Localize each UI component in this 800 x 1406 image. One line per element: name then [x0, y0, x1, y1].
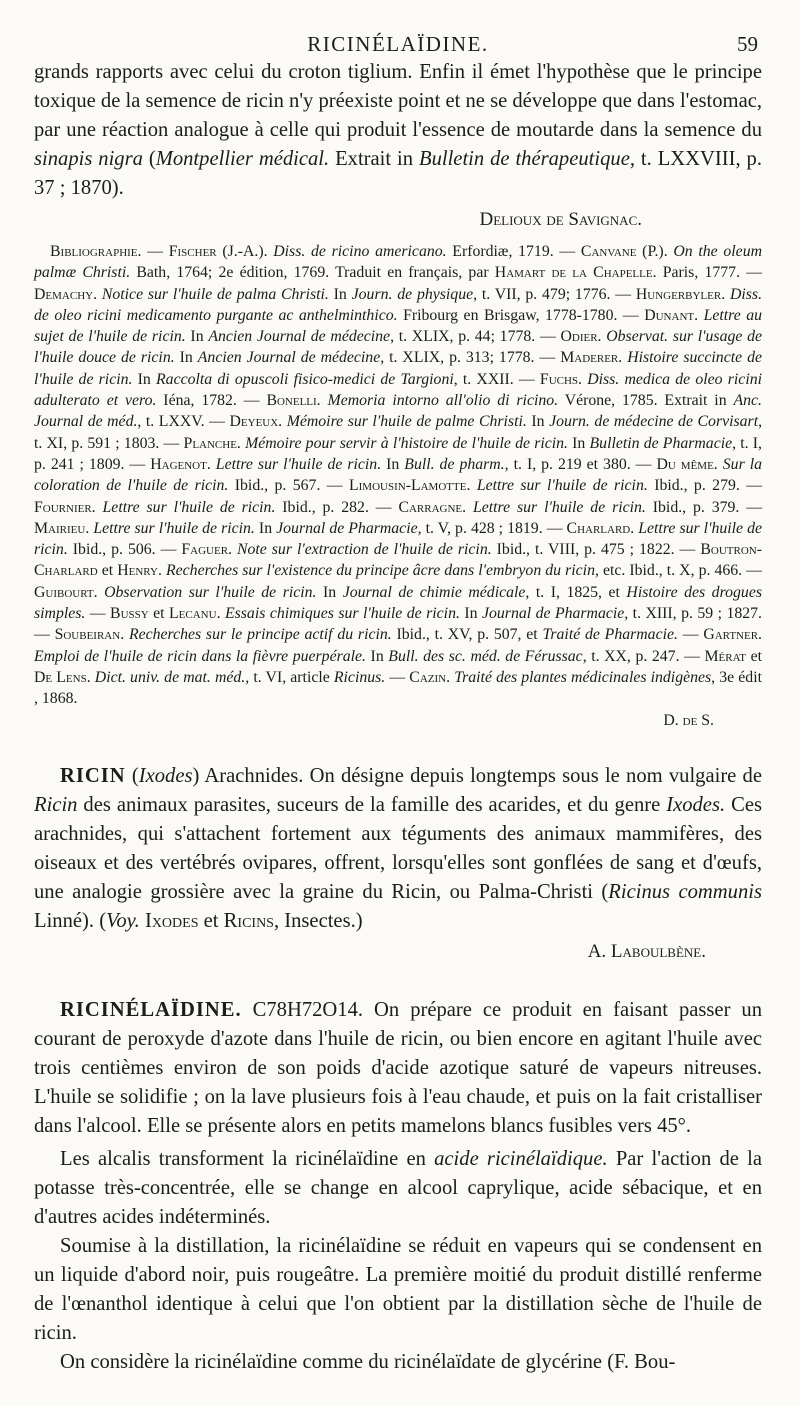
bib-text: et: [97, 562, 118, 580]
bib-text: Vérone, 1785. Extrait in: [558, 392, 734, 410]
running-header: [34, 28, 762, 58]
bib-author: Hungerbyler.: [635, 285, 726, 303]
bib-author: Fuchs.: [539, 370, 582, 388]
bib-title: Ancien Journal de médecine: [208, 328, 391, 346]
text-run: grands rapports avec celui du croton tiglium. Enfin il émet l'hypothèse que le principe toxique de la semence de ricin n'y préexiste point et ne se développe que dans l'estomac, par une réaction analogue à celle qui produit l'essence de moutarde dans la semence du: [34, 61, 762, 141]
bib-text: , t. XLIX, p. 44; 1778. —: [390, 328, 561, 346]
bib-text: Ibid., t. XV, p. 507, et: [391, 626, 543, 644]
bibliography-label: Bibliographie.: [50, 243, 142, 260]
entry-ricin: [34, 762, 762, 966]
entry-ricinelaidine: [34, 996, 762, 1377]
text-run: Soumise à la distillation, la ricinélaïdine se réduit en vapeurs qui se condensent en un liquide d'abord noir, puis rougeâtre. La première moitié du produit distillé renferme de l'œnanthol identique à celui que l'on obtient par la distillation sèche de l'huile de ricin.: [34, 1234, 762, 1344]
bib-text: In: [174, 349, 198, 367]
bib-title: Journal de chimie médicale: [342, 583, 526, 601]
italic-run: Montpellier médical.: [155, 148, 330, 170]
bib-title: Bull. des sc. méd. de Férussac: [388, 647, 583, 665]
page-number: 59: [737, 32, 758, 56]
bib-title: Observation sur l'huile de ricin.: [104, 583, 317, 601]
bib-text: , t. VII, p. 479; 1776. —: [473, 285, 636, 303]
bib-text: , 3e édit , 1868.: [34, 668, 762, 708]
running-title: RICINÉLAÏDINE.: [307, 32, 489, 56]
bib-text: , t. XI, p. 591 ; 1803. —: [34, 413, 763, 452]
intro-paragraph: [34, 58, 762, 203]
bib-text: , t. XIII, p. 59 ; 1827. —: [34, 605, 762, 644]
bib-text: , t. LXXV. —: [137, 413, 230, 431]
bib-title: Journal de Pharmacie: [482, 605, 625, 623]
text-run: On considère la ricinélaïdine comme du ricinélaïdate de glycérine (F. Bou-: [60, 1350, 676, 1373]
bib-title: Lettre sur l'huile de ricin.: [472, 498, 646, 516]
bib-text: In: [526, 413, 550, 431]
bib-title: Histoire succincte de l'huile de ricin.: [34, 349, 762, 388]
bib-title: Memoria intorno all'olio di ricino.: [327, 392, 559, 410]
italic-run: Voy.: [106, 909, 140, 932]
bib-text: [96, 499, 103, 516]
text-run: Par l'action de la potasse très-concentrée, elle se change en alcool caprylique, acide sébacique, et en d'autres acides indéterminés.: [34, 1147, 762, 1228]
bib-text: —: [85, 605, 111, 623]
entry-headword: RICINÉLAÏDINE.: [60, 998, 242, 1021]
text-run: (: [142, 148, 156, 170]
bib-author: Deyeux.: [229, 413, 283, 431]
bib-author: Faguer.: [181, 541, 232, 559]
bib-author: Cazin.: [409, 668, 451, 686]
bib-title: Emploi de l'huile de ricin dans la fièvre puerpérale.: [34, 647, 366, 665]
bibliography: [34, 241, 762, 710]
bib-title: Lettre sur l'huile de ricin.: [102, 498, 276, 516]
italic-run: Ricinus communis: [608, 880, 763, 903]
text-run: ) Arachnides. On désigne depuis longtemps sous le nom vulgaire de: [192, 764, 762, 787]
entry-paragraph: [34, 1232, 762, 1348]
entry-paragraph: [34, 996, 762, 1141]
bib-text: et: [148, 605, 170, 623]
bib-title: Mémoire pour servir à l'histoire de l'huile de ricin.: [245, 434, 568, 452]
entry-paragraph: [34, 1348, 762, 1377]
bib-text: , t. I, p. 241 ; 1809. —: [34, 434, 762, 473]
small-caps-run: Ixodes: [144, 909, 199, 932]
bib-title: Journal de Pharmacie: [276, 519, 418, 537]
bib-text: , t. I, 1825, et: [525, 583, 627, 601]
bib-text: In: [459, 605, 482, 623]
bib-title: Lettre sur l'huile de ricin.: [476, 477, 648, 495]
bib-text: In: [365, 647, 389, 665]
bib-title: Note sur l'extraction de l'huile de ricin.: [236, 541, 492, 559]
bib-title: Diss. de oleo ricini medicamento purgante ac anthelminthico.: [34, 285, 763, 324]
bib-author: Dunant.: [644, 306, 699, 324]
bib-title: Ancien Journal de médecine: [197, 349, 381, 367]
bib-author: Guibourt.: [34, 583, 98, 601]
bib-text: In: [132, 370, 157, 388]
bib-title: Recherches sur le principe actif du ricin.: [128, 626, 392, 644]
bib-title: Raccolta di opuscoli fisico-medici de Targioni: [156, 370, 454, 388]
bib-text: In: [381, 455, 405, 473]
bib-author: Charlard.: [566, 519, 635, 537]
bib-text: In: [185, 328, 209, 346]
bib-author: Hamart de la Chapelle.: [494, 264, 657, 282]
bib-text: et: [746, 647, 762, 665]
text-run: On prépare ce produit en faisant passer un courant de peroxyde d'azote dans l'huile de ricin, ou bien encore en agitant l'huile avec trois centièmes environ de son poids d'acide azotique saturé de vapeurs nitreuses. L'huile se solidifie ; on la lave plusieurs fois à l'eau chaude, et puis on la fait cristalliser dans l'alcool. Elle se présente alors en petits mamelons blancs fusibles vers 45°.: [34, 998, 763, 1137]
bib-author: Gartner.: [703, 626, 763, 644]
bib-title: Histoire des drogues simples.: [34, 583, 762, 623]
bib-author: Boutron-Charlard: [34, 541, 762, 580]
bib-text: Ibid., p. 567. —: [228, 477, 349, 495]
bib-title: Dict. univ. de mat. méd.: [94, 668, 246, 686]
bib-author: Demachy.: [34, 285, 98, 303]
bib-title: Ricinus.: [333, 668, 386, 686]
bib-text: , t. XXII. —: [453, 370, 540, 388]
bib-text: Iéna, 1782. —: [156, 392, 267, 410]
bib-author: Canvane: [580, 243, 637, 260]
bib-text: Ibid., t. VIII, p. 475 ; 1822. —: [491, 541, 701, 559]
italic-run: Ricin: [34, 793, 78, 816]
bib-author: Limousin-Lamotte.: [349, 477, 471, 495]
bib-text: Erfordiæ, 1719. —: [446, 243, 581, 260]
bib-text: In: [567, 434, 590, 452]
bib-text: , t. VI, article: [245, 668, 334, 686]
bib-title: Bull. de pharm.: [404, 455, 505, 473]
bib-author: Henry.: [117, 562, 162, 580]
text-run: Extrait in: [329, 148, 419, 170]
bib-text: Ibid., p. 379. —: [645, 498, 763, 516]
italic-run: sinapis nigra: [34, 148, 143, 170]
bib-text: In: [316, 583, 343, 601]
text-run: des animaux parasites, suceurs de la famille des acarides, et du genre: [77, 793, 667, 816]
bib-text: —: [677, 626, 704, 644]
entry-paragraph: [34, 1145, 762, 1232]
bib-author: Fischer: [168, 243, 217, 260]
small-caps-run: Ricins: [223, 909, 274, 932]
entry-headword: RICIN: [60, 764, 126, 787]
bib-text: In: [328, 285, 352, 303]
bib-title: Notice sur l'huile de palma Christi.: [101, 285, 329, 303]
bib-author: Mairieu.: [34, 519, 90, 537]
bib-text: (J.-A.).: [216, 243, 274, 260]
bib-text: , t. I, p. 219 et 380. —: [504, 455, 657, 473]
bib-title: Lettre au sujet de l'huile de ricin.: [34, 306, 762, 346]
bib-text: In: [254, 519, 277, 537]
italic-run: Ixodes.: [666, 793, 726, 816]
bib-text: , t. XX, p. 247. —: [582, 647, 705, 665]
bib-author: Planche.: [183, 434, 241, 452]
bib-author: Odier.: [560, 328, 602, 346]
bib-author: Bonelli.: [266, 392, 321, 410]
chemical-formula: C78H72O14.: [241, 998, 364, 1021]
italic-run: acide ricinélaïdique.: [434, 1147, 608, 1170]
bib-title: Mémoire sur l'huile de palme Christi.: [286, 413, 527, 431]
bib-text: Paris, 1777. —: [656, 264, 762, 282]
bib-author: Fournier.: [34, 498, 96, 516]
bib-author: Du même.: [656, 455, 718, 473]
bibliography-signature: D. de S.: [663, 711, 714, 729]
bib-text: Bath, 1764; 2e édition, 1769. Traduit en français, par: [130, 264, 495, 282]
bib-author: De Lens.: [34, 668, 91, 686]
bib-title: Journ. de physique: [351, 285, 474, 303]
text-run: Les alcalis transforment la ricinélaïdine en: [60, 1147, 435, 1170]
text-run: Ces arachnides, qui s'attachent fortement aux téguments des animaux mammifères, des oiseaux et des vertébrés ovipares, offrent, lorsqu'elles sont gonflées de sang et d'œufs, une analogie grossière avec la graine du Ricin, ou Palma-Christi (: [34, 793, 762, 903]
text-run: Linné). (: [34, 909, 107, 932]
bib-text: —: [385, 668, 410, 686]
bib-title: Journ. de médecine de Corvisart: [549, 413, 759, 431]
bib-title: Diss. medica de oleo ricini adulterato et vero.: [34, 370, 762, 410]
bib-title: Anc. Journal de méd.: [34, 392, 762, 431]
bib-title: Observat. sur l'usage de l'huile douce de ricin.: [34, 328, 763, 367]
text-run: (: [125, 764, 139, 787]
bib-author: Soubeiran.: [54, 626, 125, 644]
bib-title: On the oleum palmæ Christi.: [34, 243, 762, 282]
bib-title: Traité des plantes médicinales indigènes: [454, 668, 712, 686]
text-run: , Insectes.): [273, 909, 363, 932]
bib-title: Essais chimiques sur l'huile de ricin.: [224, 605, 460, 623]
text-run: et: [198, 909, 224, 932]
bib-title: Bulletin de Pharmacie: [589, 434, 733, 452]
bib-text: Fribourg en Brisgaw, 1778-1780. —: [397, 306, 645, 324]
bib-text: Ibid., p. 506. —: [67, 541, 182, 559]
bib-author: Lecanu.: [169, 605, 221, 623]
bib-title: Lettre sur l'huile de ricin.: [34, 519, 762, 559]
bib-title: Diss. de ricino americano.: [273, 243, 447, 260]
bib-text: Ibid., p. 282. —: [275, 498, 399, 516]
bib-text: , t. XLIX, p. 313; 1778. —: [380, 349, 561, 367]
bib-title: Sur la coloration de l'huile de ricin.: [34, 455, 762, 495]
bib-title: Recherches sur l'existence du principe âcre dans l'embryon du ricin: [166, 562, 595, 580]
entry-ricin-text: [34, 762, 762, 936]
bib-text: , etc. Ibid., t. X, p. 466. —: [594, 562, 762, 580]
bib-title: Traité de Pharmacie.: [542, 626, 678, 644]
italic-run: Ixodes: [138, 764, 193, 787]
bib-author: Maderer.: [560, 349, 623, 367]
bib-text: Ibid., p. 279. —: [647, 477, 763, 495]
bib-author: Bussy: [110, 605, 149, 623]
bib-title: Lettre sur l'huile de ricin.: [215, 455, 382, 473]
bib-title: Lettre sur l'huile de ricin.: [93, 519, 255, 537]
author-signature: Delioux de Savignac.: [479, 209, 642, 230]
bib-text: [466, 499, 473, 516]
bib-author: Hagenot.: [150, 455, 211, 473]
bib-text: , t. V, p. 428 ; 1819. —: [417, 519, 567, 537]
author-signature: A. Laboulbène.: [587, 940, 706, 962]
bib-text: [321, 392, 328, 409]
bib-author: Mérat: [704, 647, 747, 665]
text-run: , t. LXXVIII, p. 37 ; 1870).: [34, 148, 762, 199]
bib-text: —: [141, 243, 169, 260]
bib-text: (P.).: [636, 243, 674, 260]
italic-run: Bulletin de thérapeutique: [418, 148, 630, 170]
bib-author: Carragne.: [398, 498, 467, 516]
